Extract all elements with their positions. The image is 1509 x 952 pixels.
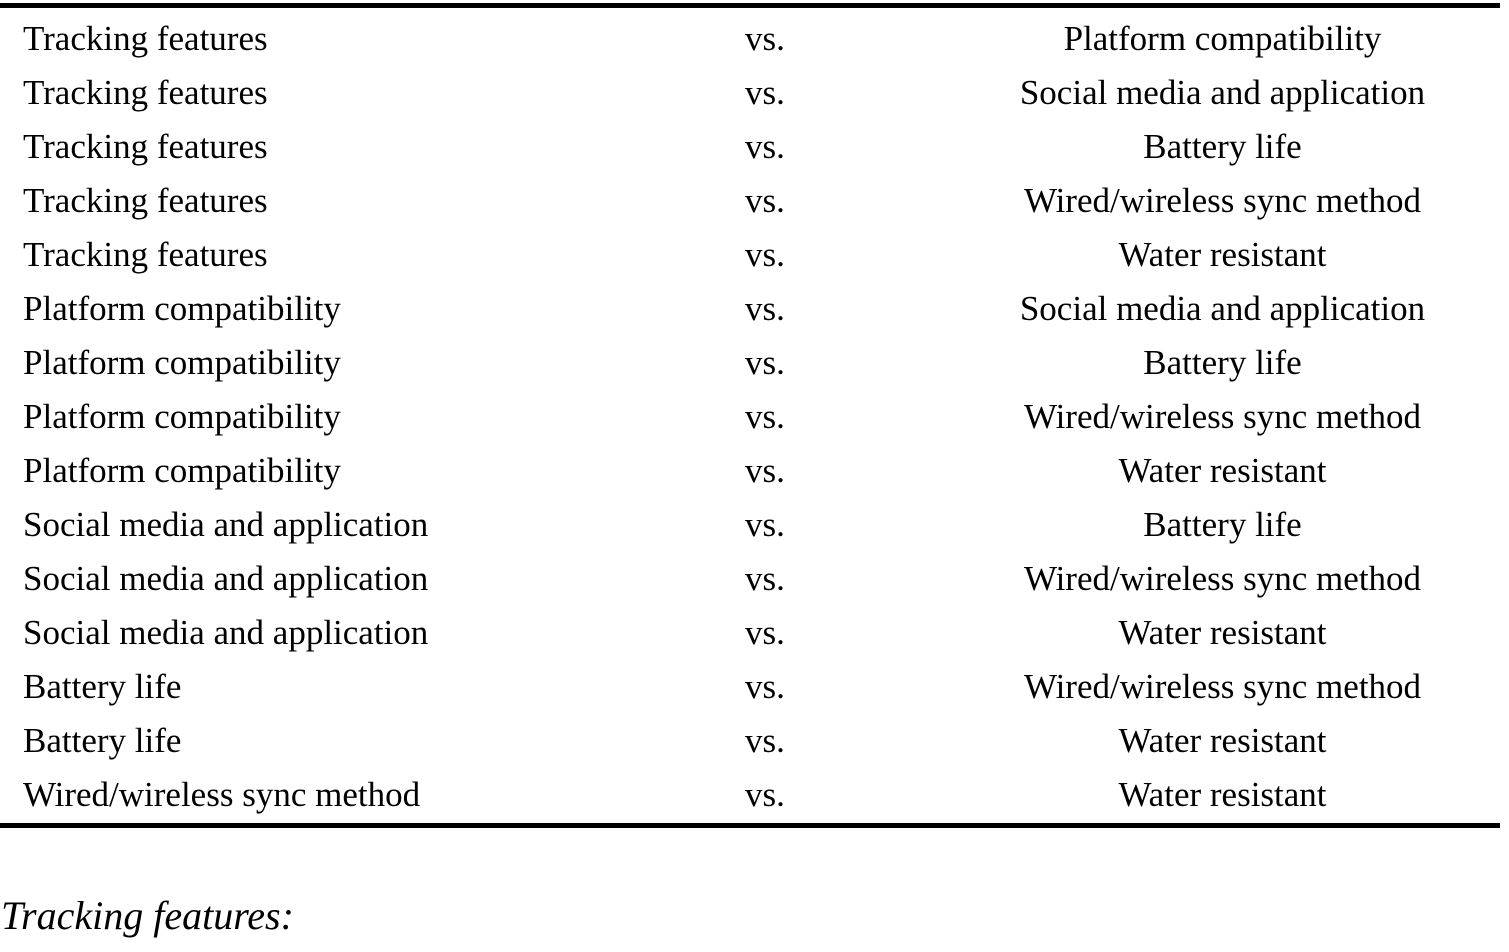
left-criterion: Battery life	[23, 721, 182, 760]
table-row	[0, 228, 1500, 282]
left-criterion: Tracking features	[23, 19, 268, 58]
versus-label: vs.	[745, 451, 785, 490]
left-criterion: Social media and application	[23, 559, 429, 598]
versus-label: vs.	[745, 127, 785, 166]
right-criterion: Platform compatibility	[1063, 19, 1382, 58]
left-criterion: Social media and application	[23, 613, 429, 652]
left-criterion: Wired/wireless sync method	[23, 775, 421, 814]
right-criterion: Water resistant	[1118, 721, 1327, 760]
table-row	[0, 606, 1500, 660]
table-row	[0, 660, 1500, 714]
left-criterion: Tracking features	[23, 181, 268, 220]
versus-label: vs.	[745, 505, 785, 544]
table-body	[0, 12, 1500, 822]
versus-label: vs.	[745, 397, 785, 436]
table-row	[0, 120, 1500, 174]
right-criterion: Water resistant	[1118, 775, 1327, 814]
versus-label: vs.	[745, 775, 785, 814]
versus-label: vs.	[745, 19, 785, 58]
versus-label: vs.	[745, 559, 785, 598]
comparison-table-container	[0, 3, 1500, 828]
right-criterion: Battery life	[1143, 127, 1302, 166]
table-row	[0, 12, 1500, 66]
right-criterion: Battery life	[1143, 343, 1302, 382]
table-row	[0, 66, 1500, 120]
table-row	[0, 498, 1500, 552]
right-criterion: Social media and application	[1019, 289, 1426, 328]
left-criterion: Platform compatibility	[23, 343, 341, 382]
left-criterion: Tracking features	[23, 73, 268, 112]
table-row	[0, 444, 1500, 498]
versus-label: vs.	[745, 289, 785, 328]
left-criterion: Social media and application	[23, 505, 429, 544]
right-criterion: Water resistant	[1118, 235, 1327, 274]
table-row	[0, 282, 1500, 336]
versus-label: vs.	[745, 613, 785, 652]
versus-label: vs.	[745, 721, 785, 760]
right-criterion: Wired/wireless sync method	[1023, 397, 1422, 436]
table-row	[0, 714, 1500, 768]
left-criterion: Platform compatibility	[23, 289, 341, 328]
right-criterion: Water resistant	[1118, 613, 1327, 652]
right-criterion: Battery life	[1143, 505, 1302, 544]
versus-label: vs.	[745, 73, 785, 112]
right-criterion: Social media and application	[1019, 73, 1426, 112]
versus-label: vs.	[745, 181, 785, 220]
left-criterion: Tracking features	[23, 127, 268, 166]
section-heading: Tracking features:	[1, 893, 294, 938]
left-criterion: Platform compatibility	[23, 397, 341, 436]
left-criterion: Tracking features	[23, 235, 268, 274]
versus-label: vs.	[745, 343, 785, 382]
right-criterion: Wired/wireless sync method	[1023, 181, 1422, 220]
versus-label: vs.	[745, 235, 785, 274]
pairwise-comparison-table	[0, 12, 1500, 822]
left-criterion: Platform compatibility	[23, 451, 341, 490]
table-row	[0, 174, 1500, 228]
right-criterion: Wired/wireless sync method	[1023, 667, 1422, 706]
right-criterion: Wired/wireless sync method	[1023, 559, 1422, 598]
table-row	[0, 552, 1500, 606]
table-row	[0, 768, 1500, 822]
versus-label: vs.	[745, 667, 785, 706]
table-row	[0, 336, 1500, 390]
left-criterion: Battery life	[23, 667, 182, 706]
right-criterion: Water resistant	[1118, 451, 1327, 490]
table-row	[0, 390, 1500, 444]
